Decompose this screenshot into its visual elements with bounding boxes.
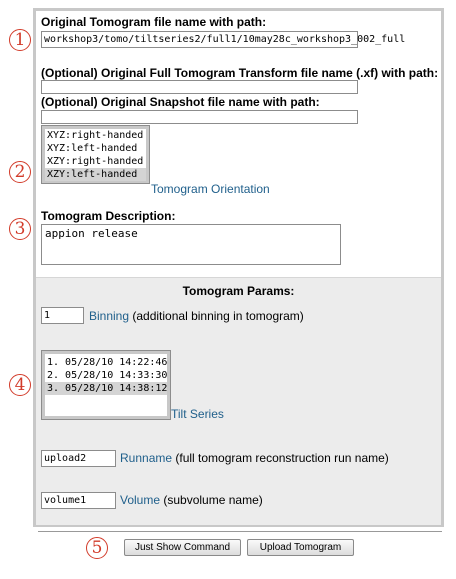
binning-input[interactable]: 1	[41, 307, 84, 324]
annotation-marker-1: 1	[9, 29, 31, 51]
original-tomogram-label: Original Tomogram file name with path:	[41, 15, 267, 29]
original-tomogram-input[interactable]: workshop3/tomo/tiltseries2/full1/10may28c_workshop3_002_full	[41, 31, 358, 48]
orientation-option[interactable]: XZY:right-handed	[47, 156, 144, 167]
upload-tomogram-button[interactable]: Upload Tomogram	[247, 539, 354, 556]
description-textarea[interactable]: appion release	[41, 224, 341, 265]
runname-input[interactable]: upload2	[41, 450, 116, 467]
tomogram-orientation-link[interactable]: Tomogram Orientation	[151, 182, 270, 196]
annotation-marker-2: 2	[9, 161, 31, 183]
orientation-option[interactable]: XYZ:left-handed	[47, 143, 138, 154]
tilt-series-link[interactable]: Tilt Series	[171, 407, 224, 421]
transform-file-label: (Optional) Original Full Tomogram Transform file name (.xf) with path:	[41, 66, 439, 80]
tilt-series-listbox[interactable]	[41, 350, 171, 420]
volume-input[interactable]: volume1	[41, 492, 116, 509]
tilt-series-option[interactable]: 2. 05/28/10 14:33:30	[47, 370, 168, 381]
orientation-listbox[interactable]	[41, 125, 150, 184]
orientation-option[interactable]: XYZ:right-handed	[47, 130, 144, 141]
snapshot-file-label: (Optional) Original Snapshot file name with path:	[41, 95, 320, 109]
snapshot-file-input[interactable]	[41, 110, 358, 124]
orientation-option[interactable]: XZY:left-handed	[45, 168, 146, 181]
binning-row	[89, 309, 304, 323]
annotation-marker-5: 5	[86, 537, 108, 559]
runname-row	[120, 451, 389, 465]
volume-note: (subvolume name)	[163, 493, 263, 507]
volume-link[interactable]: Volume	[120, 493, 161, 507]
annotation-marker-3: 3	[9, 218, 31, 240]
tomogram-params-title: Tomogram Params:	[182, 284, 295, 298]
volume-row	[120, 493, 263, 507]
just-show-command-button[interactable]: Just Show Command	[124, 539, 241, 556]
divider	[38, 531, 442, 532]
runname-note: (full tomogram reconstruction run name)	[175, 451, 389, 465]
tilt-series-option[interactable]: 1. 05/28/10 14:22:46	[47, 357, 168, 368]
description-label: Tomogram Description:	[41, 209, 176, 223]
annotation-marker-4: 4	[9, 374, 31, 396]
tilt-series-option[interactable]: 3. 05/28/10 14:38:12	[47, 383, 168, 394]
binning-link[interactable]: Binning	[89, 309, 130, 323]
binning-note: (additional binning in tomogram)	[132, 309, 304, 323]
transform-file-input[interactable]	[41, 80, 358, 94]
runname-link[interactable]: Runname	[120, 451, 173, 465]
